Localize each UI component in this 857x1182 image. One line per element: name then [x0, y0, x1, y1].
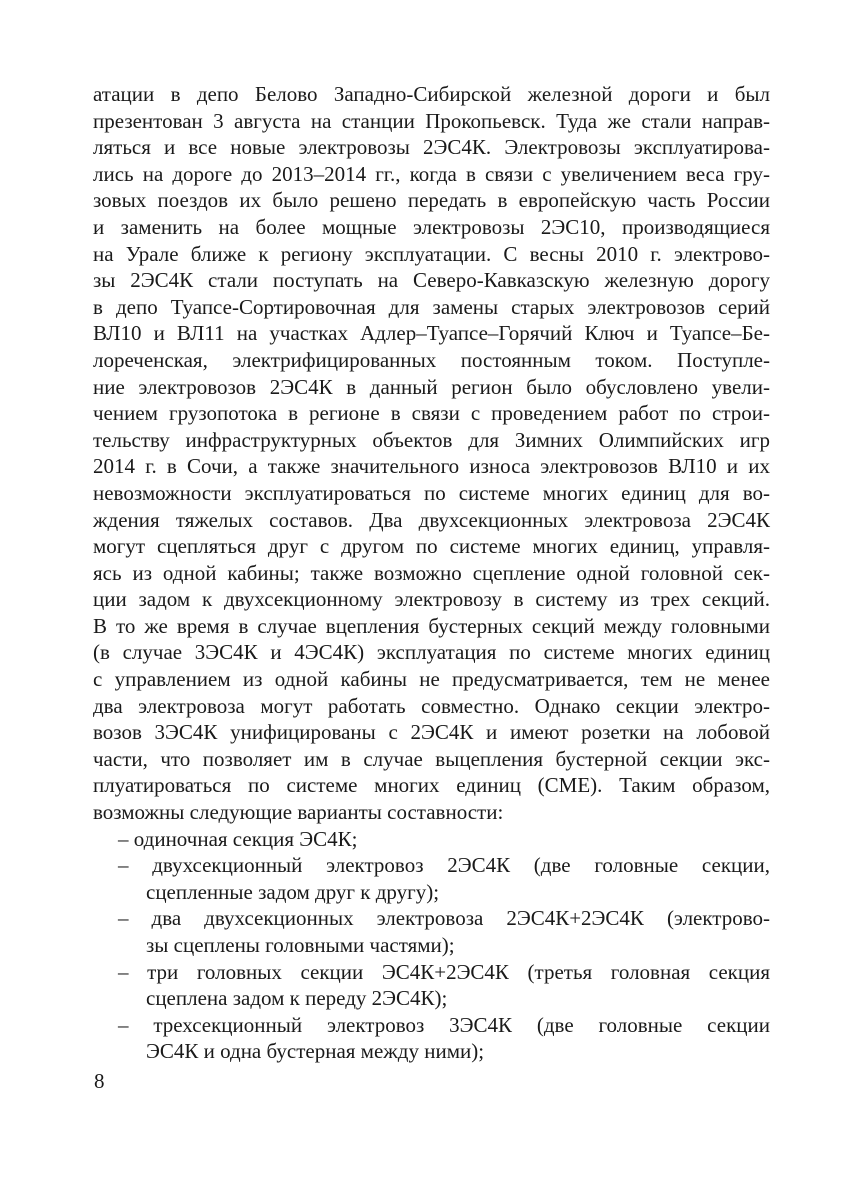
list-item-line: – три головных секции ЭС4К+2ЭС4К (третья головная секция	[118, 959, 770, 984]
paragraph-line: ние электровозов 2ЭС4К в данный регион было обусловлено увели-	[93, 374, 770, 399]
body-text	[93, 81, 770, 1065]
paragraph-line: на Урале ближе к региону эксплуатации. С весны 2010 г. электрово-	[93, 241, 770, 266]
page-number: 8	[94, 1069, 105, 1093]
paragraph-line: ВЛ10 и ВЛ11 на участках Адлер–Туапсе–Горячий Ключ и Туапсе–Бе-	[93, 321, 770, 346]
paragraph-line: тельству инфраструктурных объектов для Зимних Олимпийских игр	[93, 427, 770, 452]
paragraph-line: плуатироваться по системе многих единиц (СМЕ). Таким образом,	[93, 773, 770, 798]
list-item-line: сцепленные задом друг к другу);	[146, 879, 440, 904]
paragraph-line: лореченская, электрифицированных постоянным током. Поступле-	[93, 347, 770, 372]
paragraph-line: в депо Туапсе-Сортировочная для замены старых электровозов серий	[93, 294, 770, 319]
paragraph-line: атации в депо Белово Западно-Сибирской железной дороги и был	[93, 82, 770, 106]
paragraph-line: и заменить на более мощные электровозы 2ЭС10, производящиеся	[93, 214, 770, 239]
list-item-line: – двухсекционный электровоз 2ЭС4К (две головные секции,	[118, 853, 770, 878]
list-item-line: сцеплена задом к переду 2ЭС4К);	[146, 986, 448, 1011]
paragraph-line: лись на дороге до 2013–2014 гг., когда в связи с увеличением веса гру-	[93, 161, 770, 186]
paragraph-line: В то же время в случае вцепления бустерных секций между головными	[93, 613, 770, 638]
paragraph-line: с управлением из одной кабины не предусматривается, тем не менее	[93, 667, 770, 692]
list-item-line: – два двухсекционных электровоза 2ЭС4К+2ЭС4К (электрово-	[118, 906, 770, 931]
paragraph-line: ясь из одной кабины; также возможно сцепление одной головной сек-	[93, 560, 770, 585]
paragraph-line: могут сцепляться друг с другом по системе многих единиц, управля-	[93, 534, 770, 559]
paragraph-line: чением грузопотока в регионе в связи с проведением работ по строи-	[93, 401, 770, 426]
paragraph-line: возов 3ЭС4К унифицированы с 2ЭС4К и имеют розетки на лобовой	[93, 720, 770, 745]
paragraph-line: возможны следующие варианты составности:	[93, 800, 504, 825]
paragraph-line: зы 2ЭС4К стали поступать на Северо-Кавказскую железную дорогу	[93, 268, 770, 293]
paragraph-line: части, что позволяет им в случае выцепления бустерной секции экс-	[93, 746, 770, 771]
paragraph-line: ждения тяжелых составов. Два двухсекционных электровоза 2ЭС4К	[93, 507, 770, 532]
paragraph-line: презентован 3 августа на станции Прокопьевск. Туда же стали направ-	[93, 108, 770, 133]
list-item-line: – одиночная секция ЭС4К;	[118, 826, 358, 851]
paragraph-line: ляться и все новые электровозы 2ЭС4К. Электровозы эксплуатирова-	[93, 135, 770, 160]
paragraph-line: два электровоза могут работать совместно. Однако секции электро-	[93, 693, 770, 718]
list-item-line: ЭС4К и одна бустерная между ними);	[146, 1039, 485, 1064]
paragraph-line: ции задом к двухсекционному электровозу в систему из трех секций.	[93, 587, 770, 612]
list-item-line: зы сцеплены головными частями);	[146, 933, 455, 957]
list-item-line: – трехсекционный электровоз 3ЭС4К (две головные секции	[118, 1012, 770, 1037]
paragraph-line: зовых поездов их было решено передать в европейскую часть России	[93, 188, 770, 213]
paragraph-line: (в случае 3ЭС4К и 4ЭС4К) эксплуатация по системе многих единиц	[93, 640, 770, 665]
paragraph-line: невозможности эксплуатироваться по системе многих единиц для во-	[93, 480, 770, 505]
paragraph-line: 2014 г. в Сочи, а также значительного износа электровозов ВЛ10 и их	[93, 454, 770, 479]
